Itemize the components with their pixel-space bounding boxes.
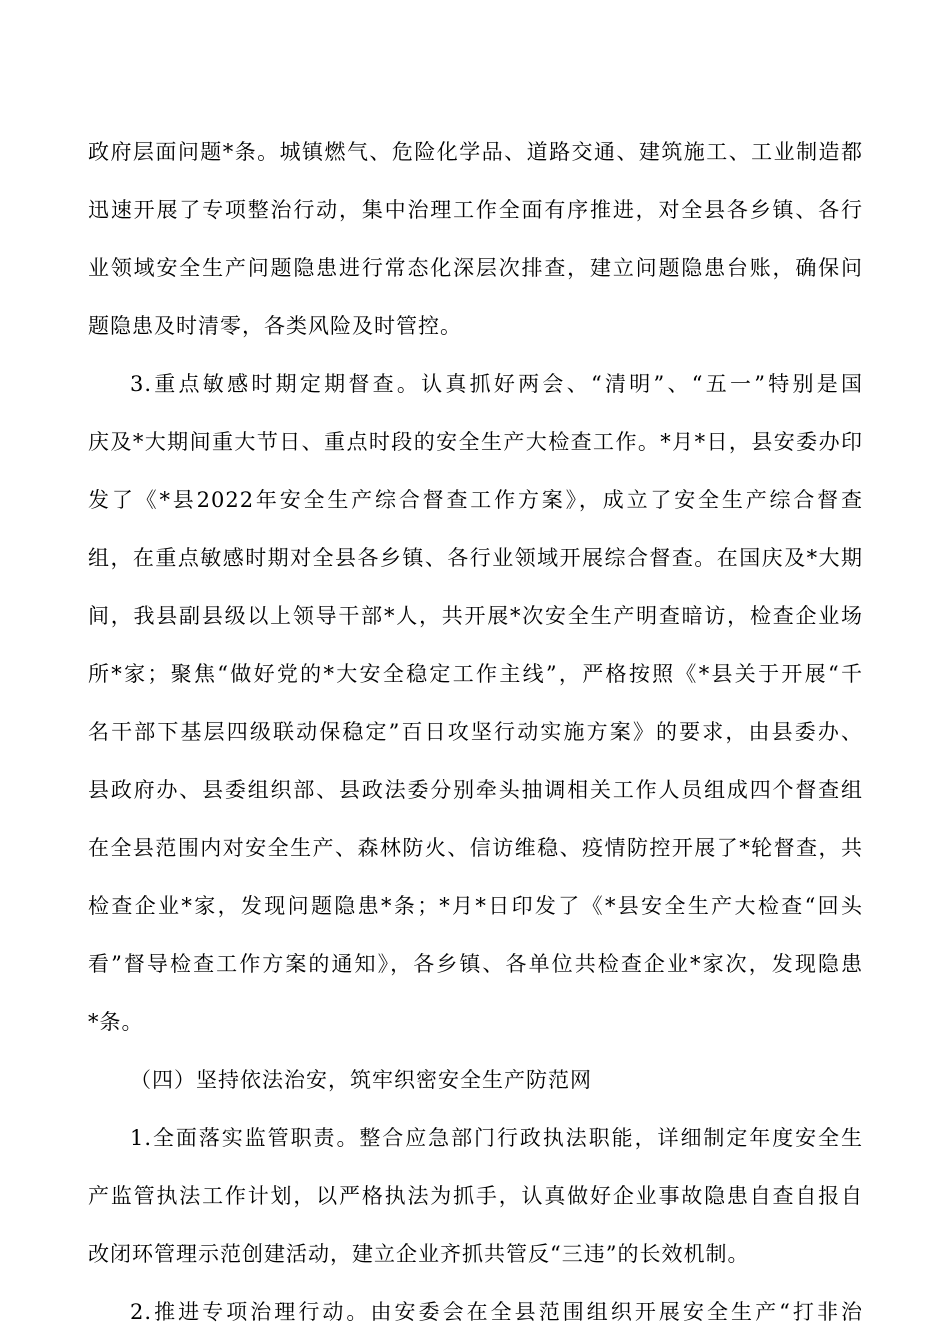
text-line: 检查企业*家，发现问题隐患*条；*月*日印发了《*县安全生产大检查“回头 [88, 894, 863, 918]
text-line: 1.全面落实监管职责。整合应急部门行政执法职能，详细制定年度安全生 [130, 1126, 863, 1150]
text-line: 题隐患及时清零，各类风险及时管控。 [88, 314, 462, 338]
text-line: 在全县范围内对安全生产、森林防火、信访维稳、疫情防控开展了*轮督查，共 [88, 836, 863, 860]
text-line: 业领域安全生产问题隐患进行常态化深层次排查，建立问题隐患台账，确保问 [88, 256, 863, 280]
text-line: 间，我县副县级以上领导干部*人，共开展*次安全生产明查暗访，检查企业场 [88, 604, 863, 628]
text-line: 3.重点敏感时期定期督查。认真抓好两会、“清明”、“五一”特别是国 [130, 372, 863, 396]
text-line: 庆及*大期间重大节日、重点时段的安全生产大检查工作。*月*日，县安委办印 [88, 430, 863, 454]
text-line: *条。 [88, 1010, 144, 1034]
section-heading: （四）坚持依法治安，筑牢织密安全生产防范网 [130, 1068, 592, 1092]
text-line: 迅速开展了专项整治行动，集中治理工作全面有序推进，对全县各乡镇、各行 [88, 198, 863, 222]
text-line: 名干部下基层四级联动保稳定”百日攻坚行动实施方案》的要求，由县委办、 [88, 720, 863, 744]
text-line: 政府层面问题*条。城镇燃气、危险化学品、道路交通、建筑施工、工业制造都 [88, 140, 863, 164]
text-line: 所*家；聚焦“做好党的*大安全稳定工作主线”，严格按照《*县关于开展“千 [88, 662, 863, 686]
text-line: 改闭环管理示范创建活动，建立企业齐抓共管反“三违”的长效机制。 [88, 1242, 750, 1266]
text-line: 2.推进专项治理行动。由安委会在全县范围组织开展安全生产“打非治 [130, 1300, 863, 1324]
text-line: 组，在重点敏感时期对全县各乡镇、各行业领域开展综合督查。在国庆及*大期 [88, 546, 863, 570]
text-line: 看”督导检查工作方案的通知》，各乡镇、各单位共检查企业*家次，发现隐患 [88, 952, 863, 976]
text-line: 产监管执法工作计划，以严格执法为抓手，认真做好企业事故隐患自查自报自 [88, 1184, 863, 1208]
text-line: 县政府办、县委组织部、县政法委分别牵头抽调相关工作人员组成四个督查组 [88, 778, 863, 802]
text-line: 发了《*县2022年安全生产综合督查工作方案》，成立了安全生产综合督查 [88, 488, 863, 512]
